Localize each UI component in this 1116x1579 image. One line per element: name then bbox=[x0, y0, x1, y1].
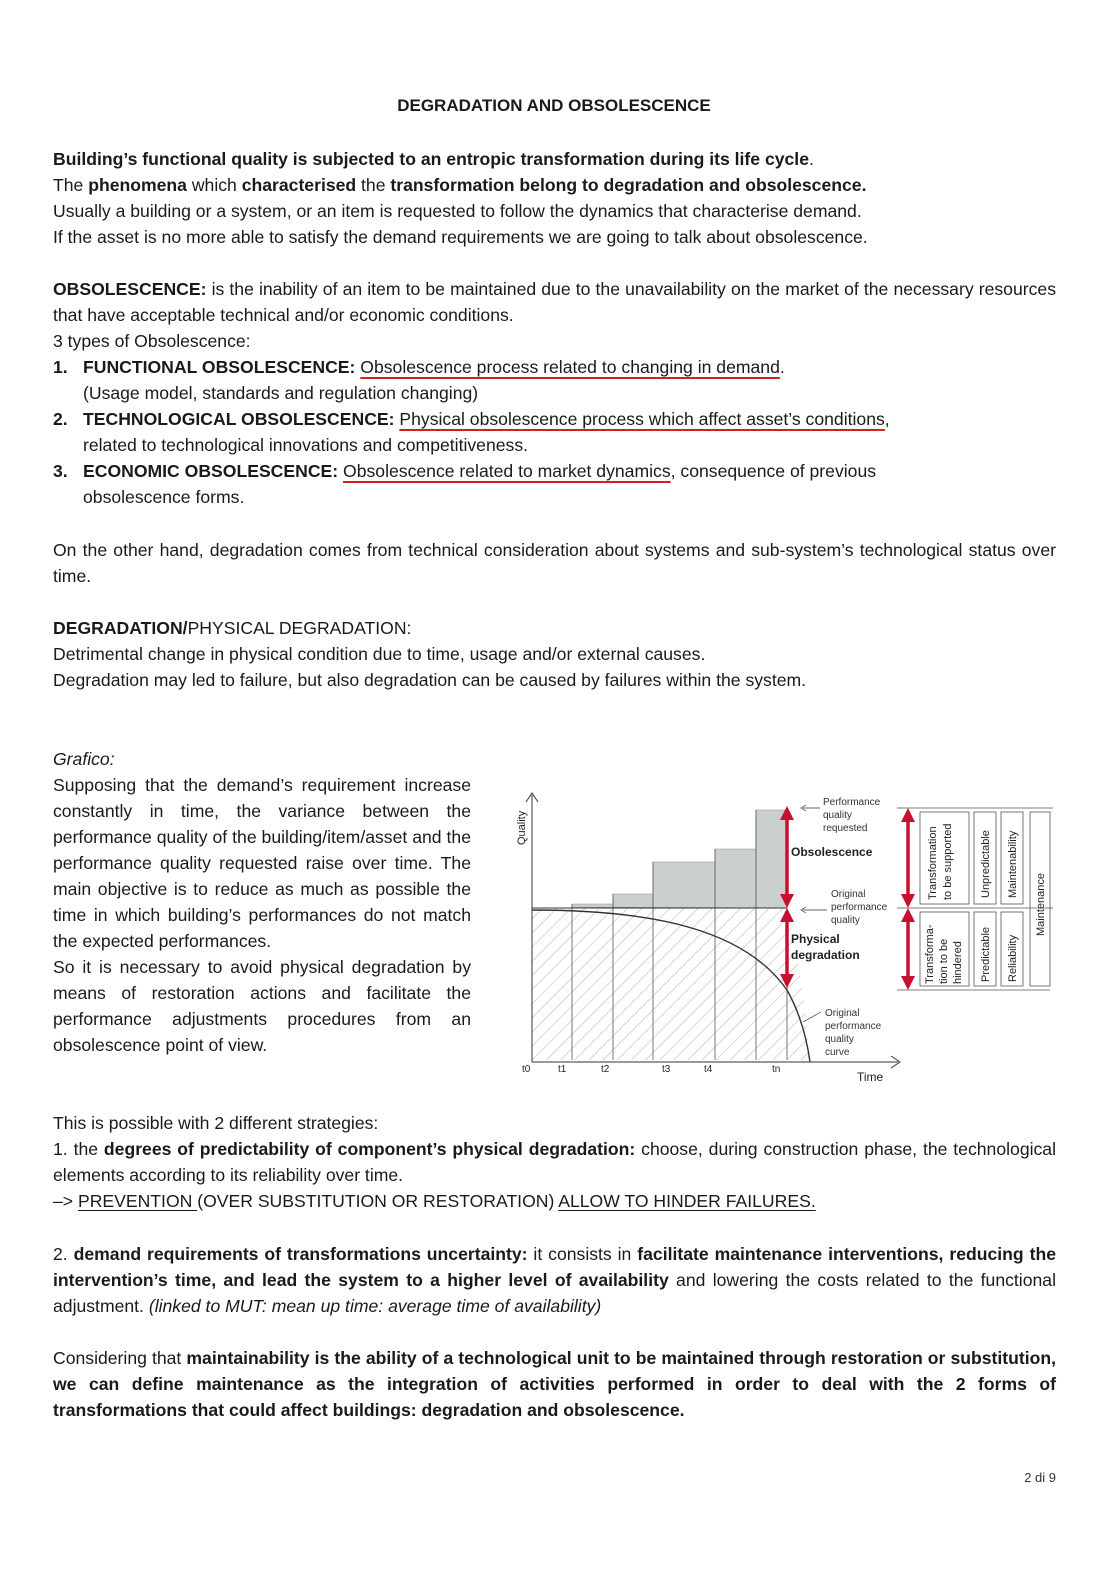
strategies-section: This is possible with 2 different strategies: 1. the degrees of predictability of component’s physical degradation: choose, during construction phase, the technological elements according to its reliability over time. –> PREVENTION (OVER SUBSTITUTION OR RESTORATION) ALLOW TO HINDER FAILURES. bbox=[53, 1113, 1056, 1211]
list-item: 2. TECHNOLOGICAL OBSOLESCENCE: Physical obsolescence process which affect asset’s conditions, related to technological innovations and competitiveness. bbox=[53, 409, 890, 455]
y-axis-label: Quality bbox=[516, 810, 528, 845]
svg-text:Original: Original bbox=[831, 889, 866, 900]
svg-text:to be supported: to be supported bbox=[942, 823, 954, 900]
tick-label: t4 bbox=[704, 1064, 713, 1075]
degradation-section: DEGRADATION/PHYSICAL DEGRADATION: Detrimental change in physical condition due to time, usage and/or external causes. Degradation may led to failure, but also degradation can be caused by failures within the system. bbox=[53, 618, 807, 690]
graph-heading: Grafico: bbox=[53, 749, 115, 769]
tick-label: t1 bbox=[558, 1064, 567, 1075]
strategy-two: 2. demand requirements of transformations uncertainty: it consists in facilitate maintenance interventions, reducing the intervention’s time, and lead the system to a higher level of availability and lowering the costs related to the functional adjustment. (linked to MUT: mean up time: average time of availability) bbox=[53, 1244, 1056, 1316]
obsolescence-types: 3 types of Obsolescence: 1. FUNCTIONAL OBSOLESCENCE: Obsolescence process related to changing in demand. (Usage model, standards and regulation changing) 2. TECHNOLOGICAL OBSOLESCENCE: Physical obsolescence process which affect asset’s conditions, related to technological innovations and competitiveness. 3. ECONOMIC OBSOLESCENCE: Obsolescence related to market dynamics, consequence of previous obsolescence forms. bbox=[53, 328, 1056, 510]
intro-bold-statement: Building’s functional quality is subjected to an entropic transformation during its life cycle bbox=[53, 149, 809, 169]
svg-text:Performance: Performance bbox=[823, 797, 881, 808]
page-title: DEGRADATION AND OBSOLESCENCE bbox=[397, 96, 711, 115]
intro-paragraph: Building’s functional quality is subjected to an entropic transformation during its life cycle. The phenomena which characterised the transformation belong to degradation and obsolescence. Usually a building or a system, or an item is requested to follow the dynamics that characterise demand. If the asset is no more able to satisfy the demand requirements we are going to talk about obsolescence. bbox=[53, 149, 868, 247]
degradation-obsolescence-chart bbox=[505, 790, 1065, 1090]
obsolescence-type-list bbox=[53, 354, 1056, 510]
svg-text:degradation: degradation bbox=[791, 948, 860, 962]
tick-label: t2 bbox=[601, 1064, 610, 1075]
svg-text:Reliability: Reliability bbox=[1007, 934, 1019, 982]
svg-text:performance: performance bbox=[825, 1021, 882, 1032]
svg-text:Transformation: Transformation bbox=[927, 826, 939, 900]
svg-text:Transforma-: Transforma- bbox=[924, 924, 936, 984]
svg-text:tion to be: tion to be bbox=[938, 938, 950, 984]
obsolescence-definition: OBSOLESCENCE: is the inability of an item to be maintained due to the unavailability on the market of the necessary resources that have acceptable technical and/or economic conditions. bbox=[53, 279, 1056, 325]
svg-text:Predictable: Predictable bbox=[980, 926, 992, 982]
svg-text:Original: Original bbox=[825, 1008, 860, 1019]
svg-text:performance: performance bbox=[831, 902, 888, 913]
tick-label: t3 bbox=[662, 1064, 671, 1075]
svg-text:hindered: hindered bbox=[952, 941, 964, 984]
obsolescence-label: OBSOLESCENCE: bbox=[53, 279, 207, 299]
svg-text:quality: quality bbox=[823, 810, 852, 821]
svg-text:quality: quality bbox=[831, 915, 860, 926]
other-hand-paragraph: On the other hand, degradation comes from technical consideration about systems and sub-system’s technological status over time. bbox=[53, 540, 1056, 586]
svg-text:curve: curve bbox=[825, 1047, 850, 1058]
list-item: 1. FUNCTIONAL OBSOLESCENCE: Obsolescence process related to changing in demand. (Usage model, standards and regulation changing) bbox=[53, 357, 785, 403]
tick-label: tn bbox=[772, 1064, 781, 1075]
obsolescence-area bbox=[572, 810, 787, 908]
page-number: 2 di 9 bbox=[1024, 1470, 1056, 1485]
svg-text:Maintenability: Maintenability bbox=[1007, 830, 1019, 898]
conclusion-paragraph: Considering that maintainability is the ability of a technological unit to be maintained through restoration or substitution, we can define maintenance as the integration of activities performed in order to deal with the 2 forms of transformations that could affect buildings: degradation and obsolescence. bbox=[53, 1348, 1056, 1420]
svg-text:Physical: Physical bbox=[791, 932, 840, 946]
obsolescence-label: Obsolescence bbox=[791, 845, 873, 859]
svg-text:Maintenance: Maintenance bbox=[1035, 873, 1047, 936]
list-item: 3. ECONOMIC OBSOLESCENCE: Obsolescence related to market dynamics, consequence of previous obsolescence forms. bbox=[53, 461, 877, 507]
x-axis-label: Time bbox=[857, 1070, 884, 1084]
svg-text:Unpredictable: Unpredictable bbox=[980, 830, 992, 898]
graph-explanation: Grafico: Supposing that the demand’s requirement increase constantly in time, the variance between the performance quality of the building/item/asset and the performance quality requested raise over time. The main objective is to reduce as much as possible the time in which building’s performances do not match the expected performances. So it is necessary to avoid physical degradation by means of restoration actions and facilitate the performance adjustments procedures from an obsolescence point of view. bbox=[53, 746, 471, 1058]
svg-text:requested: requested bbox=[823, 823, 868, 834]
tick-label: t0 bbox=[522, 1064, 531, 1075]
svg-text:quality: quality bbox=[825, 1034, 854, 1045]
